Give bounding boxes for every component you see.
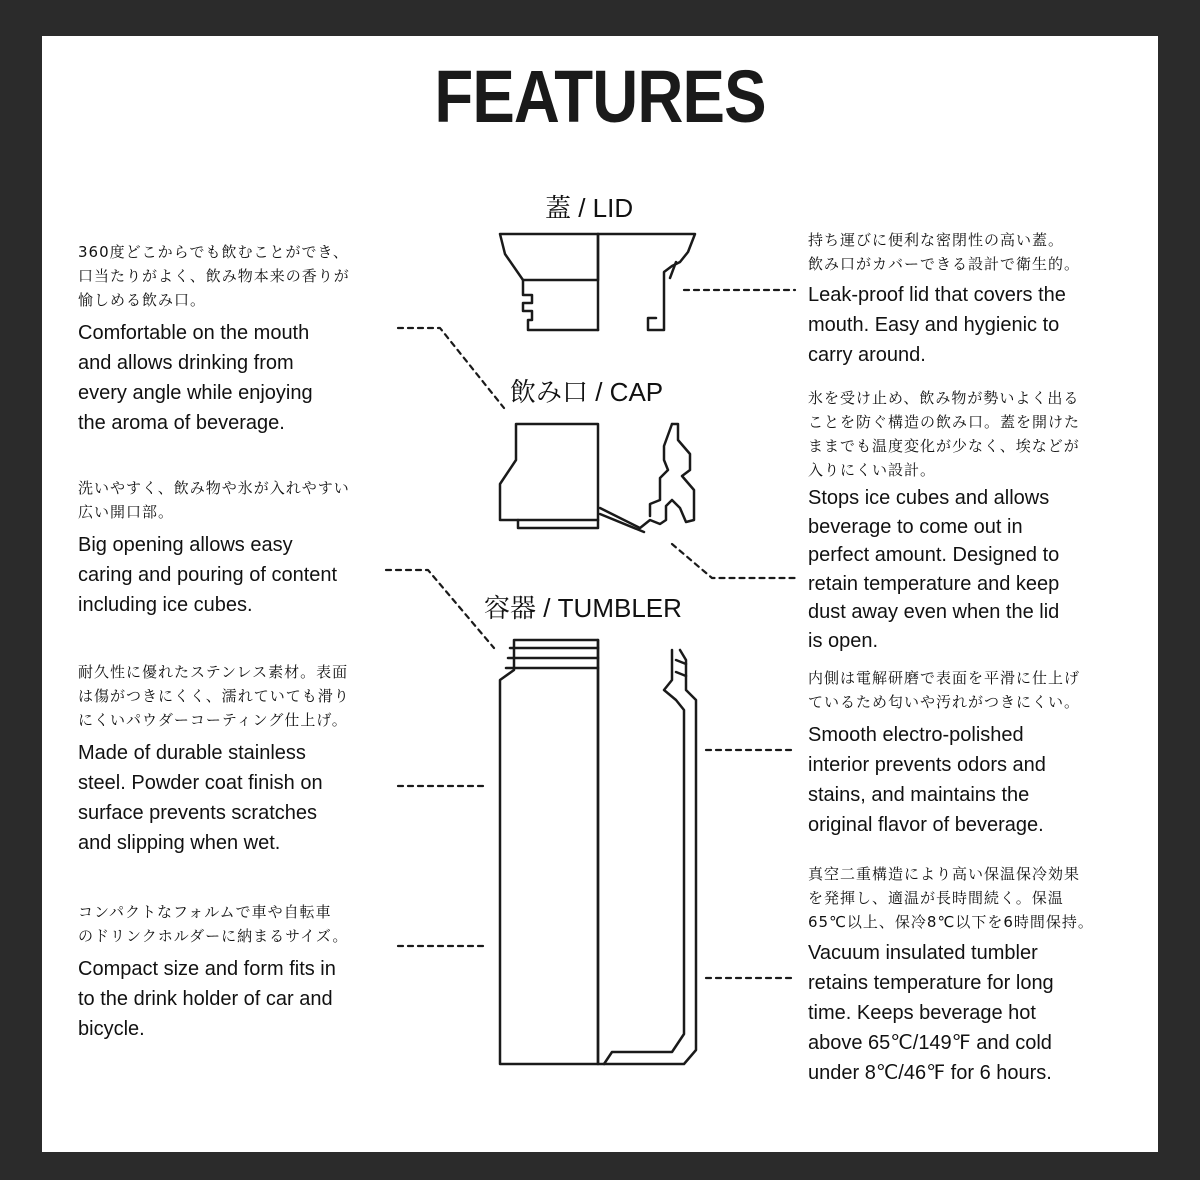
jp-text: 氷を受け止め、飲み物が勢いよく出る: [808, 389, 1080, 407]
jp-text: にくいパウダーコーティング仕上げ。: [78, 711, 348, 729]
jp-text: 耐久性に優れたステンレス素材。表面: [78, 663, 349, 681]
jp-text: 360度どこからでも飲むことができ、: [78, 243, 349, 261]
en-text: stains, and maintains the: [808, 784, 1030, 806]
en-text: every angle while enjoying: [78, 382, 313, 404]
jp-text: 飲み口がカバーできる設計で衛生的。: [808, 255, 1081, 273]
en-text: time. Keeps beverage hot: [808, 1002, 1036, 1024]
jp-text: 入りにくい設計。: [808, 461, 937, 479]
en-text: is open.: [808, 629, 879, 652]
en-text: perfect amount. Designed to: [808, 544, 1060, 566]
en-text: Comfortable on the mouth: [78, 322, 310, 344]
en-text: caring and pouring of content: [78, 564, 338, 586]
en-text: the aroma of beverage.: [78, 412, 285, 434]
en-text: retains temperature for long: [808, 972, 1054, 994]
jp-text: 持ち運びに便利な密閉性の高い蓋。: [808, 231, 1065, 249]
jp-text: ままでも温度変化が少なく、埃などが: [808, 437, 1080, 455]
jp-text: 内側は電解研磨で表面を平滑に仕上げ: [808, 669, 1081, 687]
en-text: Big opening allows easy: [78, 534, 293, 556]
feature-material: [78, 660, 398, 856]
en-text: Compact size and form fits in: [78, 958, 336, 980]
en-text: carry around.: [808, 344, 926, 366]
feature-interior: [808, 666, 1138, 838]
en-text: under 8℃/46℉ for 6 hours.: [808, 1062, 1052, 1084]
lid-illustration: [500, 234, 695, 330]
jp-text: 広い開口部。: [78, 503, 175, 521]
jp-text: は傷がつきにくく、濡れていても滑り: [78, 687, 350, 705]
en-text: surface prevents scratches: [78, 802, 317, 824]
tumbler-label: 容器 / TUMBLER: [484, 593, 682, 623]
cap-illustration: [500, 424, 694, 532]
jp-text: コンパクトなフォルムで車や自転車: [78, 903, 332, 921]
feature-cap: [808, 386, 1138, 653]
feature-mouth: [78, 240, 408, 436]
feature-opening: [78, 476, 398, 618]
page-title: FEATURES: [434, 55, 766, 138]
feature-lid: [808, 228, 1138, 368]
en-text: to the drink holder of car and: [78, 988, 333, 1010]
en-text: bicycle.: [78, 1018, 145, 1040]
en-text: and allows drinking from: [78, 352, 294, 374]
en-text: original flavor of beverage.: [808, 814, 1044, 836]
tumbler-illustration: [500, 640, 696, 1064]
jp-text: ているため匂いや汚れがつきにくい。: [808, 693, 1081, 711]
en-text: retain temperature and keep: [808, 572, 1060, 595]
en-text: interior prevents odors and: [808, 754, 1046, 776]
jp-text: のドリンクホルダーに納まるサイズ。: [78, 927, 349, 945]
en-text: including ice cubes.: [78, 594, 253, 616]
en-text: steel. Powder coat finish on: [78, 772, 323, 794]
en-text: and slipping when wet.: [78, 832, 281, 854]
feature-size: [78, 900, 398, 1042]
jp-text: ことを防ぐ構造の飲み口。蓋を開けた: [808, 413, 1081, 431]
jp-text: 洗いやすく、飲み物や氷が入れやすい: [78, 479, 350, 497]
en-text: Stops ice cubes and allows: [808, 487, 1050, 509]
en-text: Vacuum insulated tumbler: [808, 942, 1038, 964]
en-text: Smooth electro-polished: [808, 724, 1024, 746]
jp-text: 愉しめる飲み口。: [78, 291, 207, 309]
en-text: Leak-proof lid that covers the: [808, 284, 1066, 306]
feature-vacuum: [808, 862, 1138, 1086]
jp-text: 真空二重構造により高い保温保冷効果: [808, 865, 1081, 883]
cap-label: 飲み口 / CAP: [510, 377, 664, 407]
lid-label: 蓋 / LID: [545, 193, 634, 223]
en-text: Made of durable stainless: [78, 742, 306, 764]
jp-text: 65℃以上、保冷8℃以下を6時間保持。: [808, 913, 1094, 931]
jp-text: 口当たりがよく、飲み物本来の香りが: [78, 267, 350, 285]
en-text: mouth. Easy and hygienic to: [808, 314, 1060, 336]
jp-text: を発揮し、適温が長時間続く。保温: [808, 889, 1064, 907]
en-text: dust away even when the lid: [808, 601, 1060, 623]
en-text: beverage to come out in: [808, 515, 1023, 538]
en-text: above 65℃/149℉ and cold: [808, 1032, 1052, 1054]
